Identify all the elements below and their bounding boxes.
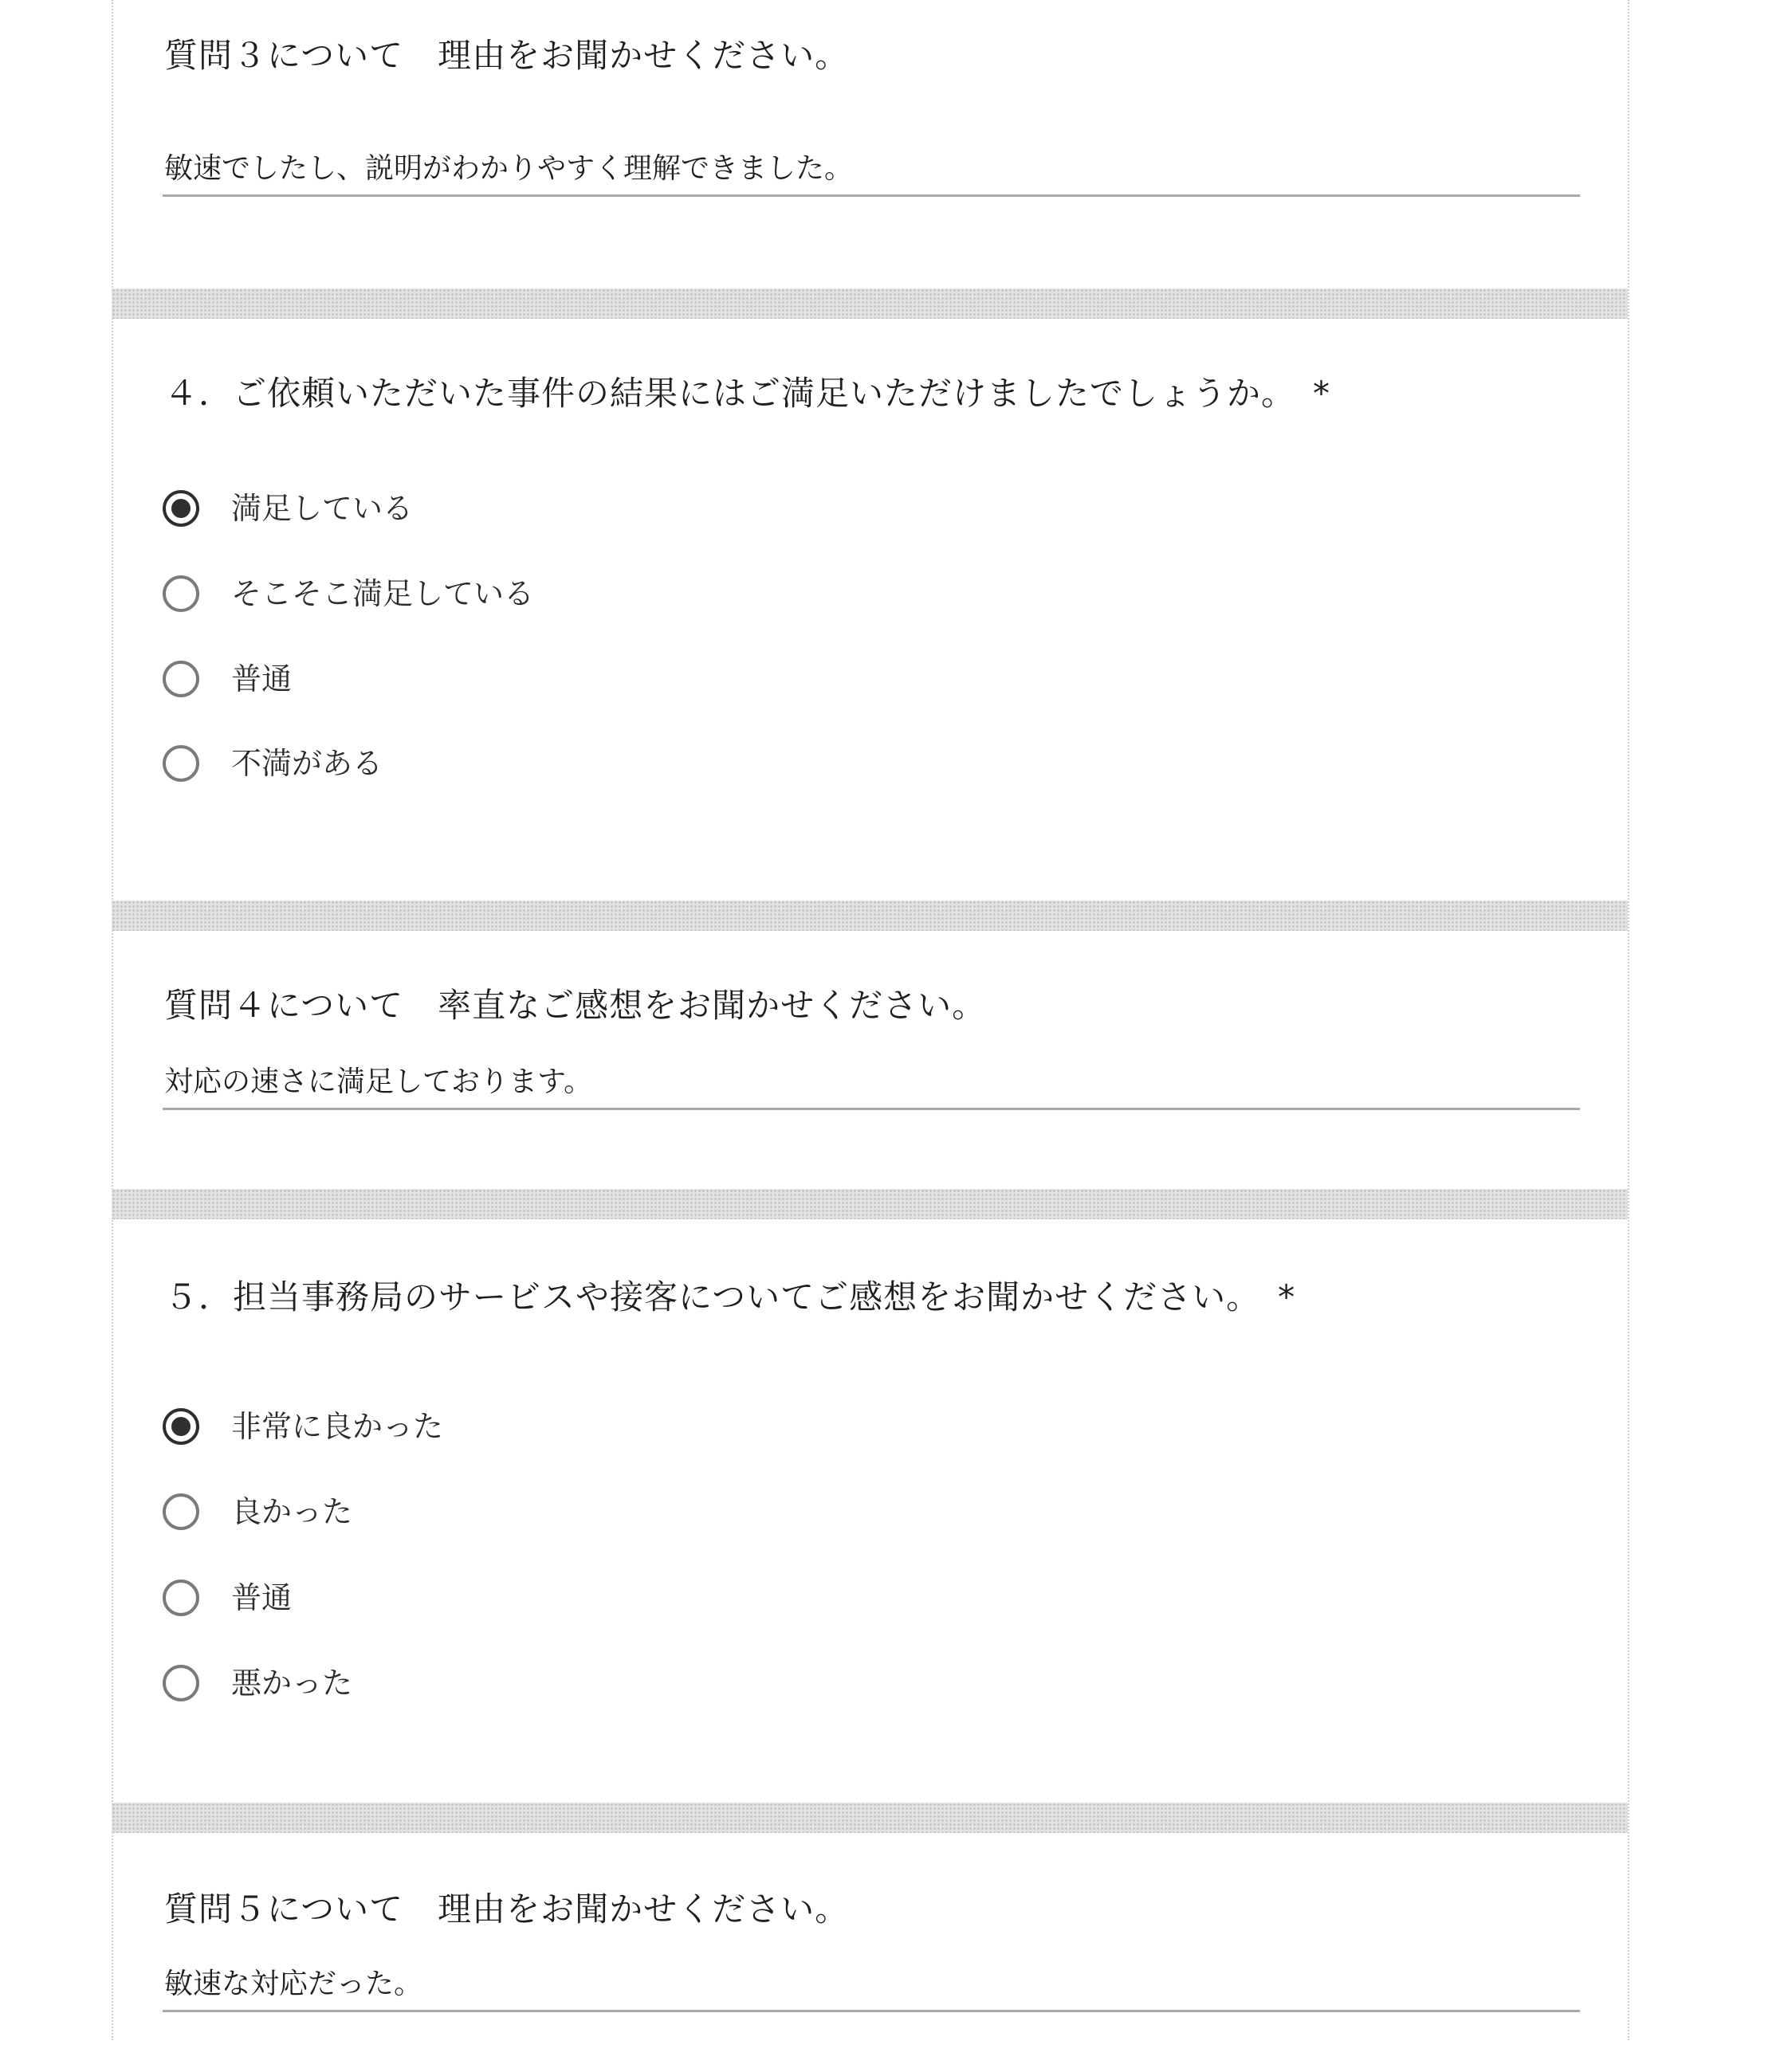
option-label[interactable]: 普通 — [231, 661, 293, 697]
radio-button[interactable] — [163, 745, 199, 782]
question-card-q5 — [113, 1219, 1626, 1803]
section-divider — [112, 288, 1628, 319]
option-label[interactable]: 不満がある — [231, 746, 383, 781]
question-heading — [164, 373, 1330, 414]
section-divider — [112, 1189, 1628, 1219]
page-right-edge — [1628, 0, 1629, 2040]
question-heading: 質問３について 理由をお聞かせください。 — [164, 36, 850, 75]
radio-option-dissatisfied[interactable] — [163, 741, 383, 786]
answer-text-field[interactable]: 敏速でしたし、説明がわかりやすく理解できました。 — [164, 152, 854, 185]
radio-option-satisfied[interactable] — [163, 486, 413, 531]
required-asterisk: * — [1278, 1277, 1296, 1317]
question-card-q5-reason — [113, 1833, 1626, 2072]
answer-underline — [163, 2010, 1580, 2012]
option-label[interactable]: 悪かった — [231, 1666, 353, 1701]
radio-button[interactable] — [163, 1665, 199, 1701]
radio-button[interactable] — [163, 661, 199, 697]
radio-button[interactable] — [163, 1493, 199, 1530]
question-text: ５．担当事務局のサービスや接客についてご感想をお聞かせください。 — [164, 1277, 1261, 1317]
radio-dot — [171, 499, 191, 518]
answer-underline — [163, 1108, 1580, 1110]
answer-underline — [163, 194, 1580, 197]
option-label[interactable]: 普通 — [231, 1580, 293, 1615]
radio-option-neutral[interactable] — [163, 657, 292, 701]
radio-option-bad[interactable] — [163, 1661, 352, 1705]
option-label[interactable]: 非常に良かった — [231, 1409, 444, 1444]
answer-text-field[interactable]: 敏速な対応だった。 — [164, 1968, 423, 2000]
question-heading — [164, 1277, 1295, 1318]
question-card-q4-comment — [113, 931, 1626, 1189]
section-divider — [112, 901, 1628, 931]
question-card-q4 — [113, 319, 1626, 901]
radio-option-very-good[interactable] — [163, 1404, 443, 1449]
option-label[interactable]: そこそこ満足している — [231, 576, 535, 611]
section-divider — [112, 1803, 1628, 1833]
radio-option-somewhat-satisfied[interactable] — [163, 571, 534, 616]
option-label[interactable]: 良かった — [231, 1494, 353, 1529]
option-label[interactable]: 満足している — [231, 491, 414, 526]
question-card-q3-reason — [113, 0, 1626, 288]
question-text: ４．ご依頼いただいた事件の結果にはご満足いただけましたでしょうか。 — [164, 374, 1296, 413]
radio-button[interactable] — [163, 1580, 199, 1616]
question-heading: 質問４について 率直なご感想をお聞かせください。 — [164, 986, 987, 1025]
radio-option-neutral[interactable] — [163, 1576, 292, 1620]
answer-text-field[interactable]: 対応の速さに満足しております。 — [164, 1065, 593, 1098]
required-asterisk: * — [1313, 374, 1331, 413]
question-heading: 質問５について 理由をお聞かせください。 — [164, 1890, 850, 1929]
radio-button-selected[interactable] — [163, 490, 199, 527]
radio-option-good[interactable] — [163, 1489, 352, 1534]
radio-button[interactable] — [163, 575, 199, 612]
radio-dot — [171, 1417, 191, 1436]
radio-button-selected[interactable] — [163, 1408, 199, 1445]
